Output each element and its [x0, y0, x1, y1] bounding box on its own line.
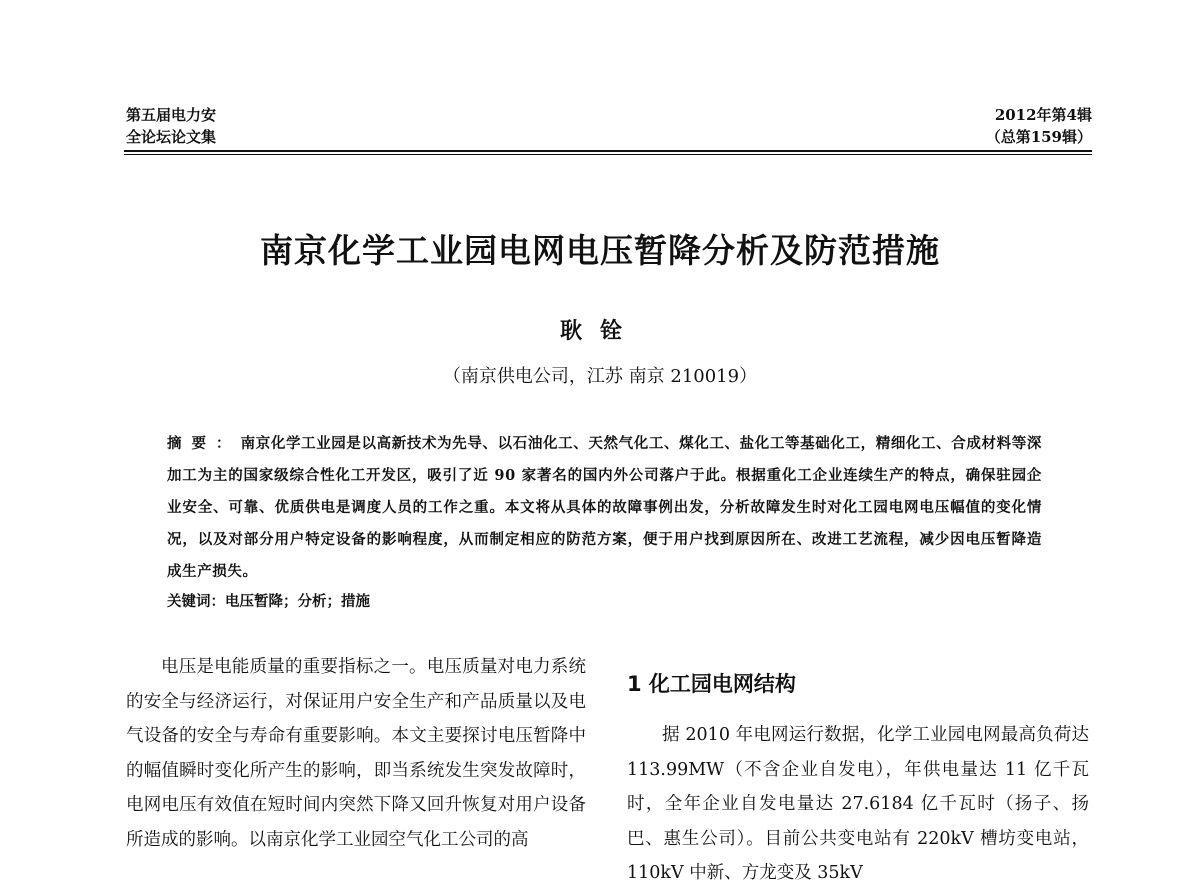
author-affiliation: （南京供电公司，江苏 南京 210019） [442, 366, 758, 387]
abstract-label: 摘要： [167, 435, 241, 452]
author-name: 耿铨 [559, 318, 640, 344]
running-header-right [986, 104, 1092, 148]
section-heading: 1 化工园电网结构 [627, 672, 796, 696]
total-issue-number: （总第159辑） [985, 128, 1092, 146]
section-paragraph: 据 2010 年电网运行数据，化学工业园电网最高负荷达 113.99MW（不含企业自发电），年供电量达 11 亿千瓦时，全年企业自发电量达 27.6184 亿千瓦时（扬子、扬巴、惠生公司）。目前公共变电站有 220kV 槽坊变电站，110kV 中新、方龙变及 35kV [627, 725, 1089, 883]
journal-name-line2: 全论坛论文集 [126, 128, 217, 146]
paper-title: 南京化学工业园电网电压暂降分析及防范措施 [260, 231, 940, 270]
journal-name-line1: 第五届电力安 [126, 106, 217, 124]
keywords-label: 关键词： [167, 593, 225, 610]
running-header-left [126, 104, 216, 148]
keywords [167, 590, 370, 611]
abstract-text: 南京化学工业园是以高新技术为先导、以石油化工、天然气化工、煤化工、盐化工等基础化工，精细化工、合成材料等深加工为主的国家级综合性化工开发区，吸引了近 90 家著名的国内外公司落户于此。根据重化工企业连续生产的特点，确保驻园企业安全、可靠、优质供电是调度人员的工作之重。本文将从具体的故障事例出发，分析故障发生时对化工园电网电压幅值的变化情况，以及对部分用户特定设备的影响程度，从而制定相应的防范方案，便于用户找到原因所在、改进工艺流程，减少因电压暂降造成生产损失。 [167, 435, 1043, 580]
abstract [167, 428, 1042, 588]
header-rule [124, 150, 1092, 155]
intro-paragraph: 电压是电能质量的重要指标之一。电压质量对电力系统的安全与经济运行，对保证用户安全生产和产品质量以及电气设备的安全与寿命有重要影响。本文主要探讨电压暂降中的幅值瞬时变化所产生的影响，即当系统发生突发故障时，电网电压有效值在短时间内突然下降又回升恢复对用户设备所造成的影响。以南京化学工业园空气化工公司的高 [126, 657, 586, 850]
issue-number: 2012年第4辑 [994, 106, 1092, 124]
keywords-text: 电压暂降；分析；措施 [225, 593, 370, 610]
